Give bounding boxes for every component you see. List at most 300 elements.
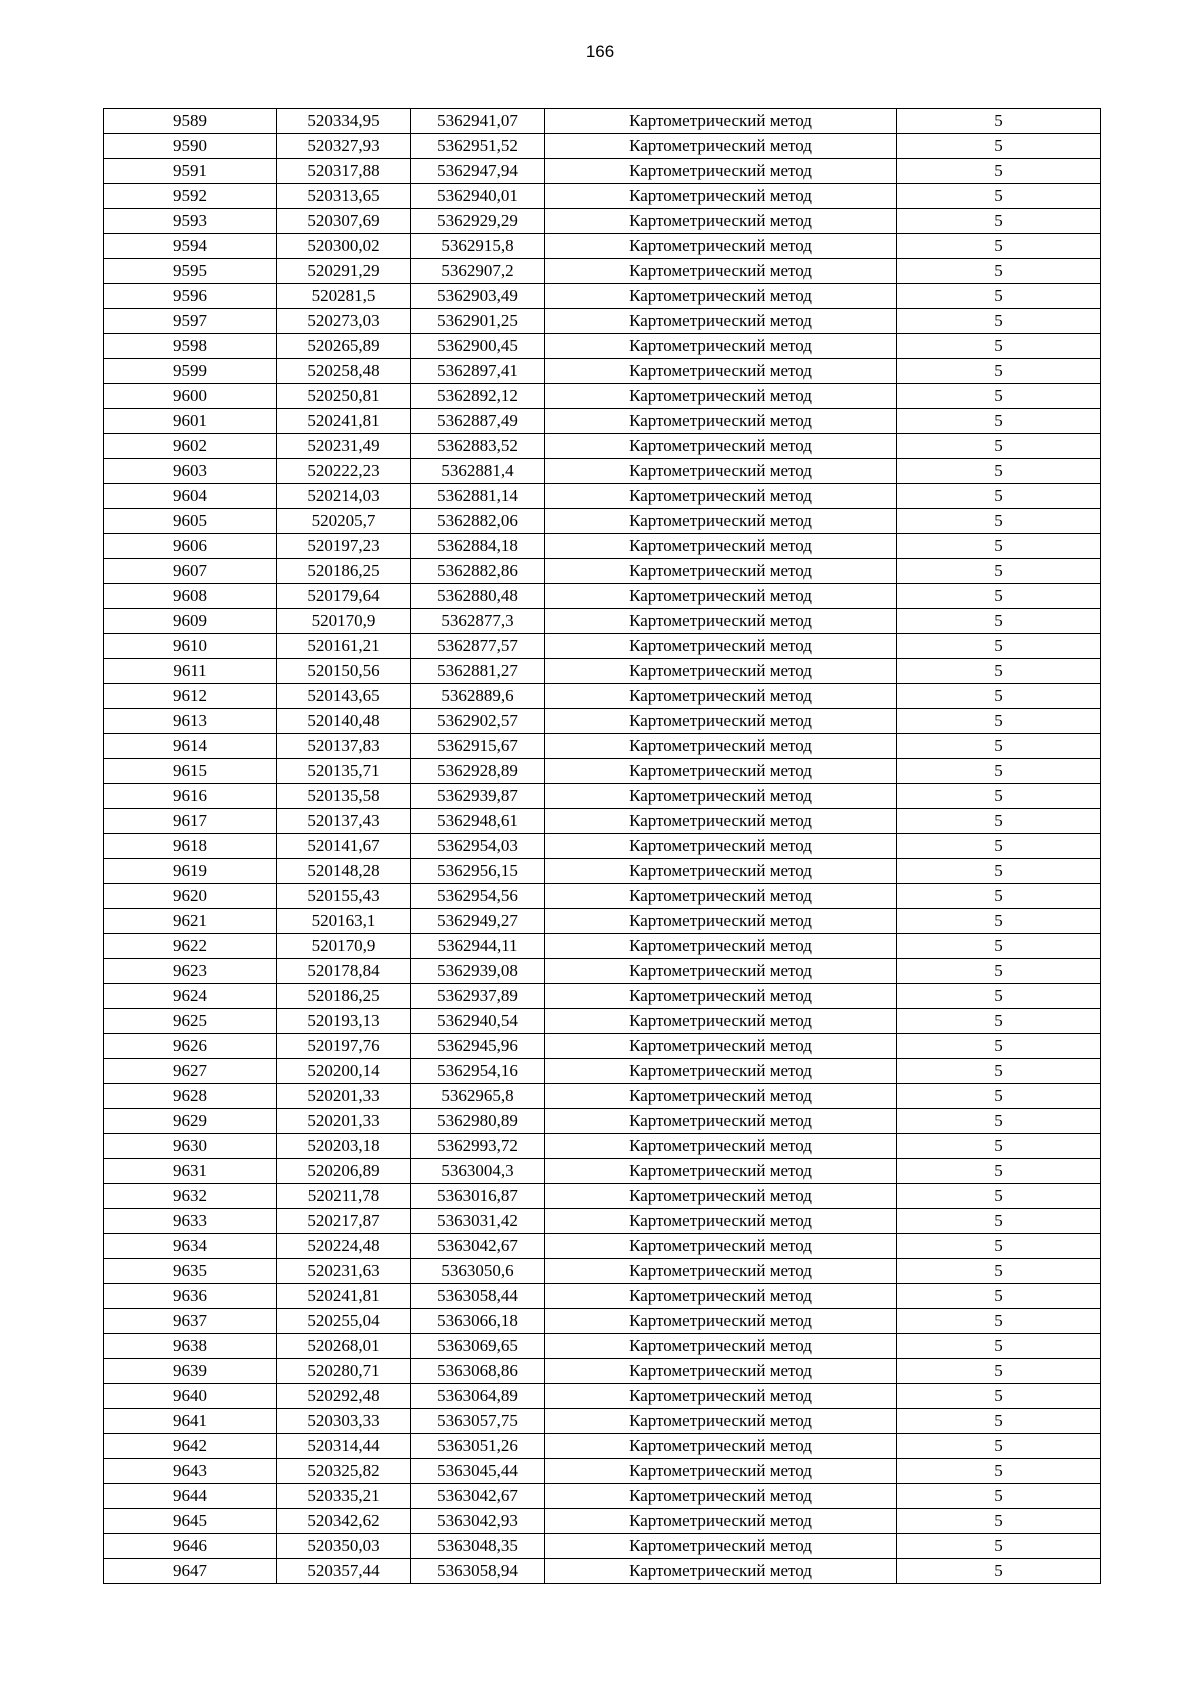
y-coordinate-cell: 5362881,14 (411, 484, 545, 509)
y-coordinate-cell: 5362884,18 (411, 534, 545, 559)
x-coordinate-cell: 520200,14 (277, 1059, 411, 1084)
table-row (104, 909, 1101, 934)
table-row (104, 984, 1101, 1009)
y-coordinate-cell: 5362939,87 (411, 784, 545, 809)
method-cell: Картометрический метод (545, 684, 897, 709)
table-row (104, 659, 1101, 684)
x-coordinate-cell: 520314,44 (277, 1434, 411, 1459)
accuracy-cell: 5 (897, 184, 1101, 209)
x-coordinate-cell: 520203,18 (277, 1134, 411, 1159)
point-number-cell: 9590 (104, 134, 277, 159)
table-row (104, 1559, 1101, 1584)
table-row (104, 384, 1101, 409)
y-coordinate-cell: 5363048,35 (411, 1534, 545, 1559)
y-coordinate-cell: 5362945,96 (411, 1034, 545, 1059)
table-row (104, 1109, 1101, 1134)
accuracy-cell: 5 (897, 409, 1101, 434)
method-cell: Картометрический метод (545, 609, 897, 634)
accuracy-cell: 5 (897, 1359, 1101, 1384)
accuracy-cell: 5 (897, 1259, 1101, 1284)
y-coordinate-cell: 5362928,89 (411, 759, 545, 784)
x-coordinate-cell: 520281,5 (277, 284, 411, 309)
accuracy-cell: 5 (897, 859, 1101, 884)
accuracy-cell: 5 (897, 609, 1101, 634)
point-number-cell: 9619 (104, 859, 277, 884)
accuracy-cell: 5 (897, 659, 1101, 684)
accuracy-cell: 5 (897, 509, 1101, 534)
y-coordinate-cell: 5362892,12 (411, 384, 545, 409)
point-number-cell: 9620 (104, 884, 277, 909)
x-coordinate-cell: 520292,48 (277, 1384, 411, 1409)
method-cell: Картометрический метод (545, 434, 897, 459)
point-number-cell: 9611 (104, 659, 277, 684)
table-row (104, 1259, 1101, 1284)
point-number-cell: 9610 (104, 634, 277, 659)
point-number-cell: 9624 (104, 984, 277, 1009)
x-coordinate-cell: 520222,23 (277, 459, 411, 484)
y-coordinate-cell: 5363058,94 (411, 1559, 545, 1584)
point-number-cell: 9642 (104, 1434, 277, 1459)
x-coordinate-cell: 520205,7 (277, 509, 411, 534)
y-coordinate-cell: 5362877,57 (411, 634, 545, 659)
method-cell: Картометрический метод (545, 659, 897, 684)
table-row (104, 234, 1101, 259)
y-coordinate-cell: 5362944,11 (411, 934, 545, 959)
method-cell: Картометрический метод (545, 1284, 897, 1309)
method-cell: Картометрический метод (545, 409, 897, 434)
table-row (104, 1209, 1101, 1234)
method-cell: Картометрический метод (545, 809, 897, 834)
table-row (104, 1309, 1101, 1334)
accuracy-cell: 5 (897, 1184, 1101, 1209)
method-cell: Картометрический метод (545, 1184, 897, 1209)
y-coordinate-cell: 5362956,15 (411, 859, 545, 884)
point-number-cell: 9640 (104, 1384, 277, 1409)
x-coordinate-cell: 520280,71 (277, 1359, 411, 1384)
method-cell: Картометрический метод (545, 1359, 897, 1384)
accuracy-cell: 5 (897, 1209, 1101, 1234)
y-coordinate-cell: 5363045,44 (411, 1459, 545, 1484)
table-row (104, 259, 1101, 284)
point-number-cell: 9594 (104, 234, 277, 259)
point-number-cell: 9601 (104, 409, 277, 434)
point-number-cell: 9614 (104, 734, 277, 759)
method-cell: Картометрический метод (545, 1234, 897, 1259)
x-coordinate-cell: 520231,49 (277, 434, 411, 459)
point-number-cell: 9634 (104, 1234, 277, 1259)
table-row (104, 734, 1101, 759)
table-row (104, 759, 1101, 784)
method-cell: Картометрический метод (545, 159, 897, 184)
accuracy-cell: 5 (897, 1159, 1101, 1184)
y-coordinate-cell: 5363068,86 (411, 1359, 545, 1384)
point-number-cell: 9625 (104, 1009, 277, 1034)
table-row (104, 784, 1101, 809)
y-coordinate-cell: 5362993,72 (411, 1134, 545, 1159)
accuracy-cell: 5 (897, 134, 1101, 159)
table-row (104, 184, 1101, 209)
method-cell: Картометрический метод (545, 1059, 897, 1084)
x-coordinate-cell: 520201,33 (277, 1109, 411, 1134)
y-coordinate-cell: 5363042,67 (411, 1234, 545, 1259)
table-row (104, 859, 1101, 884)
table-row (104, 459, 1101, 484)
y-coordinate-cell: 5362881,4 (411, 459, 545, 484)
table-row (104, 1284, 1101, 1309)
method-cell: Картометрический метод (545, 1084, 897, 1109)
accuracy-cell: 5 (897, 1509, 1101, 1534)
x-coordinate-cell: 520137,43 (277, 809, 411, 834)
y-coordinate-cell: 5363069,65 (411, 1334, 545, 1359)
accuracy-cell: 5 (897, 534, 1101, 559)
table-row (104, 1184, 1101, 1209)
accuracy-cell: 5 (897, 759, 1101, 784)
x-coordinate-cell: 520258,48 (277, 359, 411, 384)
method-cell: Картометрический метод (545, 1159, 897, 1184)
accuracy-cell: 5 (897, 1384, 1101, 1409)
table-row (104, 959, 1101, 984)
accuracy-cell: 5 (897, 959, 1101, 984)
accuracy-cell: 5 (897, 284, 1101, 309)
accuracy-cell: 5 (897, 1009, 1101, 1034)
y-coordinate-cell: 5362902,57 (411, 709, 545, 734)
x-coordinate-cell: 520197,76 (277, 1034, 411, 1059)
accuracy-cell: 5 (897, 334, 1101, 359)
y-coordinate-cell: 5363066,18 (411, 1309, 545, 1334)
x-coordinate-cell: 520335,21 (277, 1484, 411, 1509)
coordinates-table-body (104, 109, 1101, 1584)
point-number-cell: 9600 (104, 384, 277, 409)
point-number-cell: 9623 (104, 959, 277, 984)
point-number-cell: 9602 (104, 434, 277, 459)
coordinates-table (103, 108, 1101, 1584)
accuracy-cell: 5 (897, 1334, 1101, 1359)
table-row (104, 809, 1101, 834)
method-cell: Картометрический метод (545, 1334, 897, 1359)
x-coordinate-cell: 520201,33 (277, 1084, 411, 1109)
x-coordinate-cell: 520350,03 (277, 1534, 411, 1559)
point-number-cell: 9599 (104, 359, 277, 384)
accuracy-cell: 5 (897, 1559, 1101, 1584)
x-coordinate-cell: 520206,89 (277, 1159, 411, 1184)
y-coordinate-cell: 5362882,86 (411, 559, 545, 584)
table-row (104, 884, 1101, 909)
table-row (104, 1009, 1101, 1034)
page-number: 166 (585, 42, 615, 61)
y-coordinate-cell: 5362897,41 (411, 359, 545, 384)
point-number-cell: 9617 (104, 809, 277, 834)
accuracy-cell: 5 (897, 984, 1101, 1009)
accuracy-cell: 5 (897, 1534, 1101, 1559)
table-row (104, 209, 1101, 234)
table-row (104, 834, 1101, 859)
x-coordinate-cell: 520143,65 (277, 684, 411, 709)
table-row (104, 309, 1101, 334)
table-row (104, 334, 1101, 359)
x-coordinate-cell: 520291,29 (277, 259, 411, 284)
table-row (104, 559, 1101, 584)
table-row (104, 1084, 1101, 1109)
x-coordinate-cell: 520327,93 (277, 134, 411, 159)
y-coordinate-cell: 5362965,8 (411, 1084, 545, 1109)
point-number-cell: 9626 (104, 1034, 277, 1059)
method-cell: Картометрический метод (545, 1034, 897, 1059)
x-coordinate-cell: 520148,28 (277, 859, 411, 884)
method-cell: Картометрический метод (545, 459, 897, 484)
y-coordinate-cell: 5362877,3 (411, 609, 545, 634)
y-coordinate-cell: 5363042,67 (411, 1484, 545, 1509)
point-number-cell: 9637 (104, 1309, 277, 1334)
method-cell: Картометрический метод (545, 984, 897, 1009)
point-number-cell: 9629 (104, 1109, 277, 1134)
table-row (104, 534, 1101, 559)
table-row (104, 1059, 1101, 1084)
method-cell: Картометрический метод (545, 209, 897, 234)
x-coordinate-cell: 520250,81 (277, 384, 411, 409)
x-coordinate-cell: 520179,64 (277, 584, 411, 609)
y-coordinate-cell: 5362915,67 (411, 734, 545, 759)
accuracy-cell: 5 (897, 684, 1101, 709)
method-cell: Картометрический метод (545, 709, 897, 734)
x-coordinate-cell: 520193,13 (277, 1009, 411, 1034)
y-coordinate-cell: 5362940,01 (411, 184, 545, 209)
point-number-cell: 9612 (104, 684, 277, 709)
x-coordinate-cell: 520273,03 (277, 309, 411, 334)
method-cell: Картометрический метод (545, 734, 897, 759)
y-coordinate-cell: 5362887,49 (411, 409, 545, 434)
accuracy-cell: 5 (897, 484, 1101, 509)
table-row (104, 109, 1101, 134)
table-row (104, 934, 1101, 959)
y-coordinate-cell: 5362948,61 (411, 809, 545, 834)
method-cell: Картометрический метод (545, 284, 897, 309)
x-coordinate-cell: 520224,48 (277, 1234, 411, 1259)
y-coordinate-cell: 5362947,94 (411, 159, 545, 184)
x-coordinate-cell: 520161,21 (277, 634, 411, 659)
point-number-cell: 9639 (104, 1359, 277, 1384)
table-row (104, 584, 1101, 609)
x-coordinate-cell: 520178,84 (277, 959, 411, 984)
accuracy-cell: 5 (897, 709, 1101, 734)
x-coordinate-cell: 520265,89 (277, 334, 411, 359)
accuracy-cell: 5 (897, 934, 1101, 959)
table-row (104, 1459, 1101, 1484)
table-row (104, 1359, 1101, 1384)
y-coordinate-cell: 5362901,25 (411, 309, 545, 334)
method-cell: Картометрический метод (545, 384, 897, 409)
accuracy-cell: 5 (897, 584, 1101, 609)
method-cell: Картометрический метод (545, 534, 897, 559)
table-row (104, 684, 1101, 709)
point-number-cell: 9621 (104, 909, 277, 934)
accuracy-cell: 5 (897, 784, 1101, 809)
method-cell: Картометрический метод (545, 1109, 897, 1134)
x-coordinate-cell: 520307,69 (277, 209, 411, 234)
accuracy-cell: 5 (897, 384, 1101, 409)
y-coordinate-cell: 5362903,49 (411, 284, 545, 309)
point-number-cell: 9596 (104, 284, 277, 309)
method-cell: Картометрический метод (545, 1434, 897, 1459)
accuracy-cell: 5 (897, 459, 1101, 484)
point-number-cell: 9608 (104, 584, 277, 609)
x-coordinate-cell: 520231,63 (277, 1259, 411, 1284)
method-cell: Картометрический метод (545, 334, 897, 359)
y-coordinate-cell: 5362949,27 (411, 909, 545, 934)
table-row (104, 1484, 1101, 1509)
x-coordinate-cell: 520163,1 (277, 909, 411, 934)
accuracy-cell: 5 (897, 1484, 1101, 1509)
y-coordinate-cell: 5363004,3 (411, 1159, 545, 1184)
accuracy-cell: 5 (897, 359, 1101, 384)
table-row (104, 1434, 1101, 1459)
table-row (104, 1534, 1101, 1559)
point-number-cell: 9643 (104, 1459, 277, 1484)
y-coordinate-cell: 5362954,03 (411, 834, 545, 859)
y-coordinate-cell: 5362941,07 (411, 109, 545, 134)
point-number-cell: 9618 (104, 834, 277, 859)
method-cell: Картометрический метод (545, 1384, 897, 1409)
x-coordinate-cell: 520186,25 (277, 559, 411, 584)
y-coordinate-cell: 5362907,2 (411, 259, 545, 284)
table-row (104, 509, 1101, 534)
point-number-cell: 9627 (104, 1059, 277, 1084)
point-number-cell: 9593 (104, 209, 277, 234)
x-coordinate-cell: 520357,44 (277, 1559, 411, 1584)
y-coordinate-cell: 5363042,93 (411, 1509, 545, 1534)
x-coordinate-cell: 520317,88 (277, 159, 411, 184)
accuracy-cell: 5 (897, 1034, 1101, 1059)
point-number-cell: 9603 (104, 459, 277, 484)
method-cell: Картометрический метод (545, 859, 897, 884)
method-cell: Картометрический метод (545, 909, 897, 934)
x-coordinate-cell: 520197,23 (277, 534, 411, 559)
accuracy-cell: 5 (897, 634, 1101, 659)
method-cell: Картометрический метод (545, 184, 897, 209)
x-coordinate-cell: 520135,58 (277, 784, 411, 809)
method-cell: Картометрический метод (545, 309, 897, 334)
point-number-cell: 9646 (104, 1534, 277, 1559)
accuracy-cell: 5 (897, 209, 1101, 234)
method-cell: Картометрический метод (545, 784, 897, 809)
method-cell: Картометрический метод (545, 1459, 897, 1484)
y-coordinate-cell: 5362954,16 (411, 1059, 545, 1084)
y-coordinate-cell: 5363050,6 (411, 1259, 545, 1284)
method-cell: Картометрический метод (545, 959, 897, 984)
x-coordinate-cell: 520155,43 (277, 884, 411, 909)
x-coordinate-cell: 520211,78 (277, 1184, 411, 1209)
table-row (104, 1409, 1101, 1434)
method-cell: Картометрический метод (545, 509, 897, 534)
y-coordinate-cell: 5363058,44 (411, 1284, 545, 1309)
x-coordinate-cell: 520342,62 (277, 1509, 411, 1534)
method-cell: Картометрический метод (545, 109, 897, 134)
y-coordinate-cell: 5362882,06 (411, 509, 545, 534)
table-row (104, 409, 1101, 434)
accuracy-cell: 5 (897, 834, 1101, 859)
point-number-cell: 9589 (104, 109, 277, 134)
x-coordinate-cell: 520150,56 (277, 659, 411, 684)
y-coordinate-cell: 5362937,89 (411, 984, 545, 1009)
accuracy-cell: 5 (897, 1084, 1101, 1109)
y-coordinate-cell: 5363057,75 (411, 1409, 545, 1434)
y-coordinate-cell: 5362980,89 (411, 1109, 545, 1134)
point-number-cell: 9605 (104, 509, 277, 534)
x-coordinate-cell: 520170,9 (277, 609, 411, 634)
accuracy-cell: 5 (897, 259, 1101, 284)
method-cell: Картометрический метод (545, 1484, 897, 1509)
point-number-cell: 9630 (104, 1134, 277, 1159)
table-row (104, 484, 1101, 509)
method-cell: Картометрический метод (545, 834, 897, 859)
y-coordinate-cell: 5362951,52 (411, 134, 545, 159)
accuracy-cell: 5 (897, 884, 1101, 909)
x-coordinate-cell: 520170,9 (277, 934, 411, 959)
method-cell: Картометрический метод (545, 1509, 897, 1534)
method-cell: Картометрический метод (545, 634, 897, 659)
x-coordinate-cell: 520140,48 (277, 709, 411, 734)
accuracy-cell: 5 (897, 1434, 1101, 1459)
table-row (104, 1134, 1101, 1159)
accuracy-cell: 5 (897, 1309, 1101, 1334)
table-row (104, 1234, 1101, 1259)
method-cell: Картометрический метод (545, 1409, 897, 1434)
accuracy-cell: 5 (897, 1059, 1101, 1084)
point-number-cell: 9613 (104, 709, 277, 734)
method-cell: Картометрический метод (545, 484, 897, 509)
point-number-cell: 9592 (104, 184, 277, 209)
method-cell: Картометрический метод (545, 234, 897, 259)
accuracy-cell: 5 (897, 434, 1101, 459)
y-coordinate-cell: 5363031,42 (411, 1209, 545, 1234)
point-number-cell: 9616 (104, 784, 277, 809)
point-number-cell: 9638 (104, 1334, 277, 1359)
accuracy-cell: 5 (897, 159, 1101, 184)
x-coordinate-cell: 520135,71 (277, 759, 411, 784)
accuracy-cell: 5 (897, 1459, 1101, 1484)
table-row (104, 1384, 1101, 1409)
method-cell: Картометрический метод (545, 1134, 897, 1159)
x-coordinate-cell: 520255,04 (277, 1309, 411, 1334)
point-number-cell: 9641 (104, 1409, 277, 1434)
y-coordinate-cell: 5362929,29 (411, 209, 545, 234)
table-row (104, 434, 1101, 459)
point-number-cell: 9628 (104, 1084, 277, 1109)
x-coordinate-cell: 520241,81 (277, 409, 411, 434)
point-number-cell: 9622 (104, 934, 277, 959)
method-cell: Картометрический метод (545, 1209, 897, 1234)
y-coordinate-cell: 5362939,08 (411, 959, 545, 984)
point-number-cell: 9644 (104, 1484, 277, 1509)
y-coordinate-cell: 5363064,89 (411, 1384, 545, 1409)
x-coordinate-cell: 520268,01 (277, 1334, 411, 1359)
y-coordinate-cell: 5362883,52 (411, 434, 545, 459)
point-number-cell: 9607 (104, 559, 277, 584)
table-row (104, 709, 1101, 734)
accuracy-cell: 5 (897, 309, 1101, 334)
accuracy-cell: 5 (897, 1109, 1101, 1134)
point-number-cell: 9633 (104, 1209, 277, 1234)
point-number-cell: 9645 (104, 1509, 277, 1534)
x-coordinate-cell: 520141,67 (277, 834, 411, 859)
point-number-cell: 9604 (104, 484, 277, 509)
accuracy-cell: 5 (897, 734, 1101, 759)
method-cell: Картометрический метод (545, 884, 897, 909)
y-coordinate-cell: 5362880,48 (411, 584, 545, 609)
method-cell: Картометрический метод (545, 759, 897, 784)
method-cell: Картометрический метод (545, 1009, 897, 1034)
x-coordinate-cell: 520303,33 (277, 1409, 411, 1434)
accuracy-cell: 5 (897, 234, 1101, 259)
